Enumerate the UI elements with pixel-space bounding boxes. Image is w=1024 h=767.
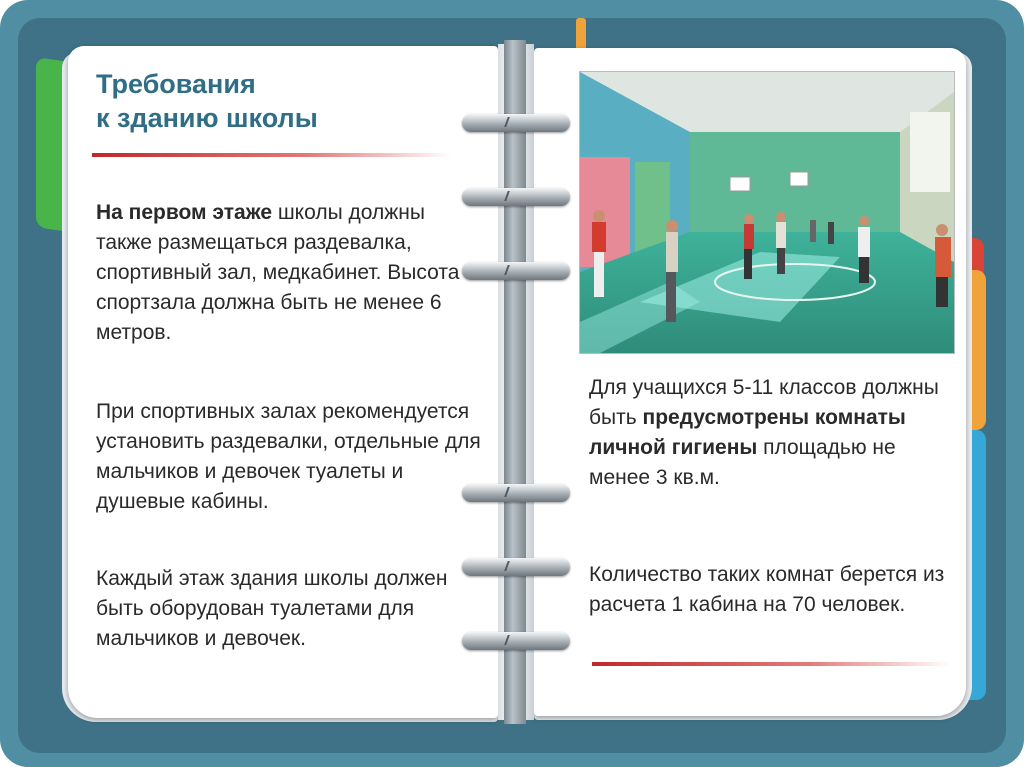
page-title	[96, 67, 318, 135]
paragraph-sports-halls: При спортивных залах рекомендуется установить раздевалки, отдельные для мальчиков и девочек туалеты и душевые кабины.	[96, 400, 481, 513]
paragraph-first-floor	[96, 198, 486, 348]
paragraph-text: школы должны также размещаться раздевалка, спортивный зал, медкабинет. Высота спортзала должна быть не менее 6 метров.	[96, 201, 460, 344]
gym-photo-image	[580, 72, 954, 353]
paragraph-bold-phrase: предусмотрены комнаты личной гигиены	[589, 406, 906, 459]
paragraph-bold-lead: На первом этаже	[96, 201, 272, 224]
spine-bar	[504, 40, 526, 724]
title-line-2: к зданию школы	[96, 103, 318, 133]
bottom-underline	[592, 662, 952, 666]
binder-ring	[462, 114, 570, 132]
paragraph-text: площадью не менее 3 кв.м.	[589, 436, 896, 489]
paragraph-room-count: Количество таких комнат берется из расчета 1 кабина на 70 человек.	[589, 563, 945, 616]
gym-photo	[579, 71, 955, 354]
paragraph-hygiene-rooms	[589, 373, 949, 493]
title-underline	[92, 153, 452, 157]
paragraph-text: Для учащихся 5-11 классов должны быть	[589, 376, 939, 429]
paragraph-toilets: Каждый этаж здания школы должен быть оборудован туалетами для мальчиков и девочек.	[96, 567, 448, 650]
title-line-1: Требования	[96, 69, 256, 99]
